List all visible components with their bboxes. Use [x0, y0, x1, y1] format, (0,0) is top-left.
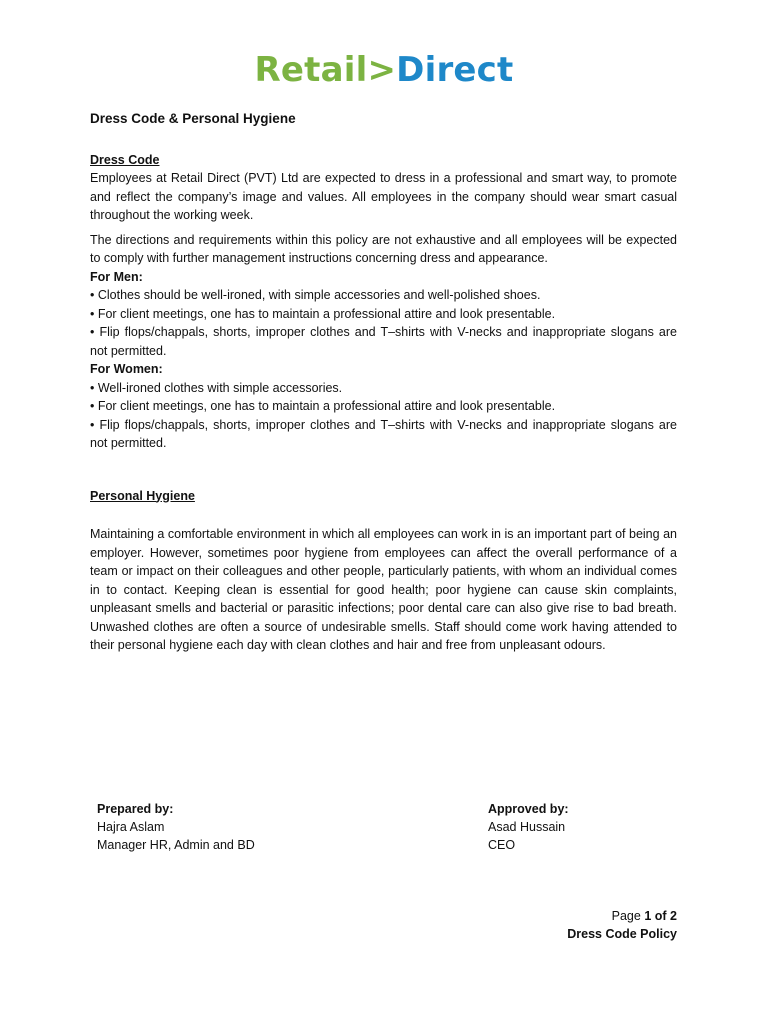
- dress-code-heading: Dress Code: [90, 152, 160, 167]
- list-item: • Flip flops/chappals, shorts, improper clothes and T–shirts with V-necks and inappropriate slogans are not permitted.: [90, 325, 677, 358]
- list-item: • For client meetings, one has to maintain a professional attire and look presentable.: [90, 306, 556, 321]
- page-number: [567, 907, 677, 925]
- list-item: • Clothes should be well-ironed, with simple accessories and well-polished shoes.: [90, 288, 541, 302]
- for-men-heading: For Men:: [90, 269, 143, 284]
- approved-by-name: Asad Hussain: [488, 820, 566, 834]
- for-women-heading: For Women:: [90, 362, 163, 376]
- list-item: • Flip flops/chappals, shorts, improper clothes and T–shirts with V-necks and inappropriate slogans are not permitted.: [90, 417, 677, 450]
- page-word: Page: [611, 909, 641, 923]
- list-item: • For client meetings, one has to maintain a professional attire and look presentable.: [90, 399, 556, 413]
- prepared-by-role: Manager HR, Admin and BD: [97, 838, 255, 852]
- document-title: Dress Code & Personal Hygiene: [90, 111, 296, 126]
- policy-name: Dress Code Policy: [567, 927, 677, 941]
- logo-text-direct: Direct: [396, 50, 514, 90]
- approved-by-block: [488, 800, 569, 854]
- for-women-list: [90, 379, 677, 453]
- prepared-by-block: [97, 800, 255, 854]
- approved-by-role: CEO: [488, 838, 516, 852]
- page-footer: [567, 907, 677, 943]
- approved-by-label: Approved by:: [488, 802, 569, 816]
- logo-separator: >: [367, 50, 397, 90]
- prepared-by-name: Hajra Aslam: [97, 820, 165, 834]
- personal-hygiene-heading: Personal Hygiene: [90, 488, 195, 503]
- for-men-list: [90, 286, 677, 360]
- page-of-word: of: [654, 909, 667, 923]
- logo-text-retail: Retail: [254, 50, 368, 90]
- company-logo: [0, 50, 768, 90]
- document-body: [90, 110, 677, 655]
- personal-hygiene-paragraph: Maintaining a comfortable environment in which all employees can work in is an important part of being an employer. However, sometimes poor hygiene from employees can affect the overall performance of a team or impact on their colleagues and other people, particularly patients, with whom an individual comes in to contact. Keeping clean is essential for good health; poor hygiene can cause skin complaints, unpleasant smells and bacterial or parasitic infections; poor dental care can also give rise to bad breath. Unwashed clothes are often a source of undesirable smells. Staff should come work having attended to their personal hygiene each day with clean clothes and hair and free from unpleasant odours.: [90, 527, 677, 652]
- list-item: • Well-ironed clothes with simple accessories.: [90, 380, 343, 395]
- prepared-by-label: Prepared by:: [97, 802, 174, 816]
- dress-code-paragraph: The directions and requirements within this policy are not exhaustive and all employees will be expected to comply with further management instructions concerning dress and appearance.: [90, 232, 677, 265]
- dress-code-paragraph: Employees at Retail Direct (PVT) Ltd are expected to dress in a professional and smart way, to promote and reflect the company’s image and values. All employees in the company should wear smart casual throughout the working week.: [90, 171, 677, 222]
- page-current: 1: [644, 909, 652, 923]
- page-total: 2: [670, 909, 677, 923]
